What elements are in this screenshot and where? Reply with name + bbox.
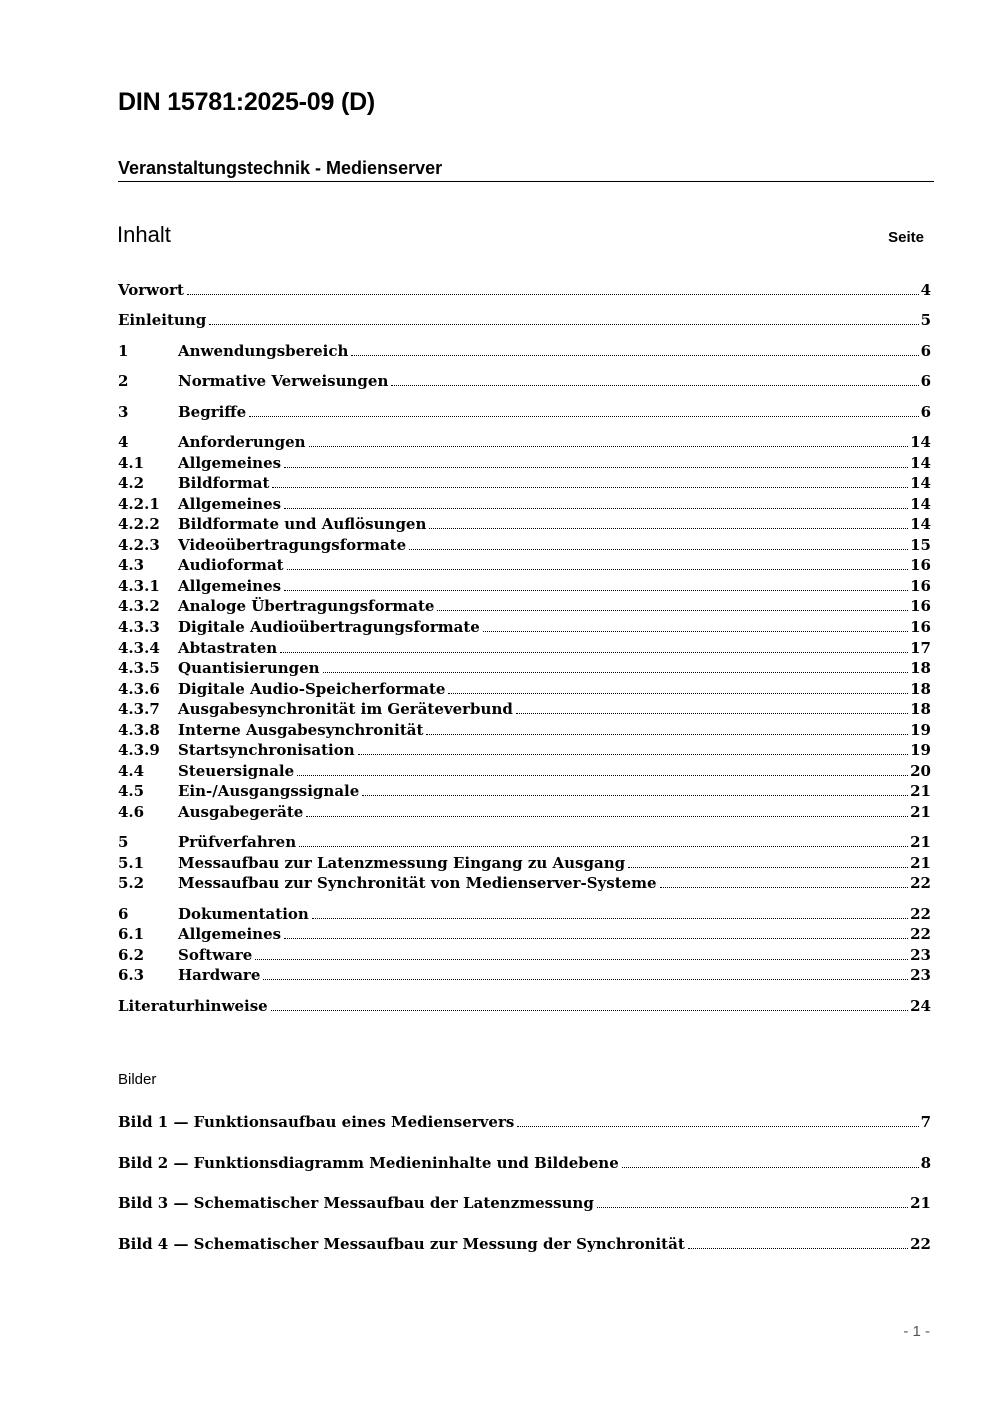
toc-entry-title: Bild 1 — Funktionsaufbau eines Medienservers [118,1113,515,1131]
dot-leader [280,652,908,653]
toc-heading: Inhalt [117,222,171,247]
toc-entry-number: 4.2 [118,474,145,492]
toc-entry[interactable] [118,402,931,422]
dot-leader [323,672,909,673]
toc-entry[interactable] [118,638,931,658]
toc-entry-title: Dokumentation [178,905,309,923]
toc-entry-page: 4 [920,281,931,299]
toc-entry-number: 4.3.1 [118,577,160,595]
toc-entry-page: 14 [910,515,931,533]
toc-entry-number: 4.2.2 [118,515,160,533]
toc-entry-page: 23 [910,966,931,984]
toc-entry[interactable] [118,679,931,699]
toc-entry-number: 4.3.6 [118,680,160,698]
toc-entry-title: Allgemeines [178,454,282,472]
toc-entry[interactable] [118,280,931,300]
dot-leader [426,734,908,735]
toc-entry-number: 4.3.4 [118,639,160,657]
toc-entry[interactable] [118,904,931,924]
toc-entry[interactable] [118,853,931,873]
toc-entry-page: 19 [910,741,931,759]
toc-entry-title: Startsynchronisation [178,741,355,759]
toc-entry-title: Allgemeines [178,495,282,513]
toc-entry[interactable] [118,761,931,781]
toc-entry-page: 5 [920,311,931,329]
dot-leader [255,959,908,960]
toc-entry-title: Ausgabegeräte [178,803,304,821]
toc-entry[interactable] [118,514,931,534]
toc-entry-page: 16 [910,577,931,595]
dot-leader [187,294,919,295]
dot-leader [309,446,909,447]
title-divider [118,181,934,182]
toc-entry[interactable] [118,965,931,985]
toc-entry-title: Interne Ausgabesynchronität [178,721,424,739]
toc-entry[interactable] [118,781,931,801]
toc-entry[interactable] [118,658,931,678]
toc-entry[interactable] [118,576,931,596]
toc-entry-page: 22 [910,905,931,923]
toc-entry-number: 4.3.7 [118,700,160,718]
document-subtitle: Veranstaltungstechnik - Medienserver [118,158,443,178]
toc-entry-title: Allgemeines [178,577,282,595]
dot-leader [358,754,908,755]
toc-entry-page: 22 [910,874,931,892]
dot-leader [284,467,908,468]
toc-entry-title: Ausgabesynchronität im Geräteverbund [178,700,513,718]
dot-leader [688,1248,908,1249]
figure-entry[interactable] [118,1153,931,1173]
toc-entry-page: 21 [910,1194,931,1212]
toc-entry-title: Normative Verweisungen [178,372,389,390]
toc-entry-number: 6.1 [118,925,145,943]
dot-leader [271,1010,908,1011]
toc-entry-title: Hardware [178,966,261,984]
dot-leader [483,631,908,632]
dot-leader [429,528,908,529]
toc-entry-title: Prüfverfahren [178,833,297,851]
dot-leader [263,979,908,980]
toc-entry-title: Software [178,946,253,964]
dot-leader [622,1167,919,1168]
figure-entry[interactable] [118,1193,931,1213]
toc-entry-page: 7 [920,1113,931,1131]
toc-entry[interactable] [118,555,931,575]
dot-leader [448,693,908,694]
toc-entry-title: Bildformat [178,474,270,492]
toc-entry-page: 18 [910,659,931,677]
toc-entry-number: 4.3.2 [118,597,160,615]
toc-entry-number: 4.3.5 [118,659,160,677]
toc-entry-title: Einleitung [118,311,207,329]
toc-entry-number: 4.3 [118,556,145,574]
toc-entry-title: Quantisierungen [178,659,320,677]
toc-entry-number: 4.2.3 [118,536,160,554]
dot-leader [391,385,918,386]
toc-entry[interactable] [118,802,931,822]
toc-entry-title: Vorwort [118,281,184,299]
dot-leader [312,918,908,919]
toc-entry-title: Digitale Audio-Speicherformate [178,680,446,698]
toc-entry-number: 5.1 [118,854,145,872]
document-title: DIN 15781:2025-09 (D) [118,88,376,116]
dot-leader [597,1207,908,1208]
dot-leader [351,355,918,356]
dot-leader [660,887,909,888]
dot-leader [297,775,908,776]
toc-entry-page: 21 [910,854,931,872]
toc-entry-number: 4 [118,433,129,451]
dot-leader [516,713,908,714]
toc-entry-title: Videoübertragungsformate [178,536,407,554]
toc-entry-title: Audioformat [178,556,284,574]
toc-entry-page: 16 [910,618,931,636]
toc-entry-number: 1 [118,342,129,360]
toc-entry-number: 4.6 [118,803,145,821]
toc-entry-number: 6.3 [118,966,145,984]
toc-entry-page: 16 [910,556,931,574]
toc-entry-number: 2 [118,372,129,390]
toc-entry-page: 24 [910,997,931,1015]
figure-entry[interactable] [118,1234,931,1254]
toc-entry-title: Messaufbau zur Synchronität von Medienserver-Systeme [178,874,657,892]
toc-entry-page: 14 [910,495,931,513]
toc-entry-page: 21 [910,803,931,821]
toc-entry-title: Bildformate und Auflösungen [178,515,427,533]
dot-leader [287,569,909,570]
toc-entry-number: 5.2 [118,874,145,892]
toc-entry-page: 23 [910,946,931,964]
toc-entry-title: Bild 4 — Schematischer Messaufbau zur Messung der Synchronität [118,1235,685,1253]
toc-entry[interactable] [118,924,931,944]
toc-entry[interactable] [118,720,931,740]
toc-entry-number: 6.2 [118,946,145,964]
toc-entry-page: 21 [910,833,931,851]
toc-entry[interactable] [118,371,931,391]
toc-entry[interactable] [118,832,931,852]
toc-entry-number: 3 [118,403,129,421]
dot-leader [437,610,908,611]
dot-leader [284,590,908,591]
toc-entry-number: 5 [118,833,129,851]
toc-entry[interactable] [118,699,931,719]
dot-leader [209,324,918,325]
dot-leader [272,487,908,488]
toc-entry-page: 16 [910,597,931,615]
toc-entry-page: 14 [910,454,931,472]
toc-entry-title: Literaturhinweise [118,997,268,1015]
toc-entry-title: Ein-/Ausgangssignale [178,782,360,800]
toc-entry-page: 6 [920,403,931,421]
toc-entry-page: 8 [920,1154,931,1172]
toc-entry-page: 6 [920,372,931,390]
toc-entry[interactable] [118,494,931,514]
toc-entry-page: 21 [910,782,931,800]
toc-entry-page: 22 [910,1235,931,1253]
page-column-label: Seite [888,229,924,246]
toc-entry[interactable] [118,873,931,893]
toc-entry-page: 18 [910,700,931,718]
dot-leader [362,795,908,796]
toc-entry-number: 6 [118,905,129,923]
toc-entry-title: Anwendungsbereich [178,342,349,360]
figures-heading: Bilder [118,1071,157,1088]
toc-entry-title: Begriffe [178,403,247,421]
toc-entry[interactable] [118,945,931,965]
toc-entry-page: 14 [910,474,931,492]
toc-entry-title: Digitale Audioübertragungsformate [178,618,480,636]
dot-leader [409,549,908,550]
toc-entry[interactable] [118,617,931,637]
toc-entry-page: 19 [910,721,931,739]
toc-entry-page: 22 [910,925,931,943]
toc-entry[interactable] [118,341,931,361]
toc-entry-page: 17 [910,639,931,657]
dot-leader [306,816,908,817]
toc-entry[interactable] [118,453,931,473]
toc-entry[interactable] [118,996,931,1016]
toc-entry-title: Steuersignale [178,762,295,780]
toc-entry-title: Abtastraten [178,639,278,657]
toc-entry[interactable] [118,535,931,555]
toc-entry-number: 4.4 [118,762,145,780]
toc-entry-page: 20 [910,762,931,780]
toc-entry[interactable] [118,310,931,330]
toc-entry-title: Analoge Übertragungsformate [178,597,435,615]
toc-entry[interactable] [118,740,931,760]
toc-entry[interactable] [118,596,931,616]
toc-entry-title: Messaufbau zur Latenzmessung Eingang zu Ausgang [178,854,626,872]
toc-entry-title: Bild 2 — Funktionsdiagramm Medieninhalte und Bildebene [118,1154,619,1172]
toc-entry-number: 4.2.1 [118,495,160,513]
toc-entry-number: 4.5 [118,782,145,800]
toc-entry-number: 4.3.9 [118,741,160,759]
toc-entry-number: 4.3.8 [118,721,160,739]
toc-entry-title: Anforderungen [178,433,306,451]
toc-entry-title: Bild 3 — Schematischer Messaufbau der Latenzmessung [118,1194,594,1212]
figure-entry[interactable] [118,1112,931,1132]
toc-entry-number: 4.1 [118,454,145,472]
toc-entry-page: 6 [920,342,931,360]
dot-leader [284,508,908,509]
toc-entry[interactable] [118,473,931,493]
toc-entry[interactable] [118,432,931,452]
dot-leader [249,416,918,417]
dot-leader [628,867,908,868]
dot-leader [299,846,908,847]
toc-entry-page: 18 [910,680,931,698]
dot-leader [284,938,908,939]
toc-entry-page: 15 [910,536,931,554]
toc-entry-title: Allgemeines [178,925,282,943]
dot-leader [517,1126,918,1127]
toc-entry-page: 14 [910,433,931,451]
toc-entry-number: 4.3.3 [118,618,160,636]
page-number: - 1 - [903,1323,930,1340]
